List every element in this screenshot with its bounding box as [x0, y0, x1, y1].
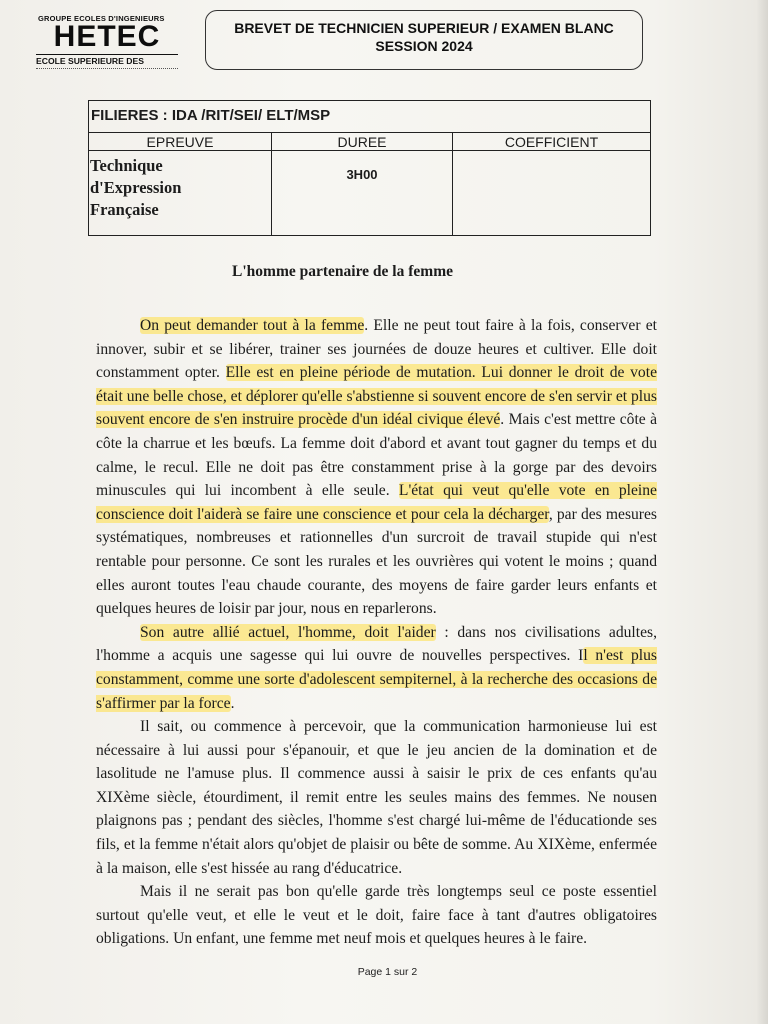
page-edge-shadow: [756, 0, 768, 1024]
logo-school-line: ECOLE SUPERIEURE DES: [36, 54, 178, 66]
logo-divider: [36, 68, 178, 72]
subject-line: d'Expression: [90, 178, 182, 197]
text-title: L'homme partenaire de la femme: [232, 263, 453, 280]
page-number: Page 1 sur 2: [357, 966, 418, 978]
logo-brand: HETEC: [53, 20, 161, 53]
highlighted-text: Elle est en pleine période de mutation. Lui donner le droit de vote était une belle chose, et déplorer qu'elle s'abstienne si souvent encore de s'en servir et plus souvent encore de s'en instruire procède d'un idéal civique élevé: [96, 364, 657, 429]
coefficient-header: COEFFICIENT: [452, 133, 650, 151]
subject-line: Technique: [90, 156, 163, 175]
subject-line: Française: [90, 200, 159, 219]
school-logo: [36, 14, 178, 74]
paragraph-text: . Elle ne peut tout faire à la fois, conserver et innover, subir et se libérer, trainer ses journées de douze heures et cultiver. Elle doit constamment opter.: [96, 317, 657, 382]
subject-cell: [89, 151, 271, 235]
paragraph-2: [96, 621, 657, 715]
coefficient-cell: [452, 151, 650, 235]
paragraph-4: Mais il ne serait pas bon qu'elle garde très longtemps seul ce poste essentiel surtout qu'elle veut, et elle le veut et le doit, faire face à tant d'autres obligatoires obligations. Un enfant, une femme met neuf mois et quelques heures à le faire.: [96, 883, 657, 948]
paragraph-text: . Mais c'est mettre côte à côte la charrue et les bœufs. La femme doit d'abord et avant tout gagner du temps et du calme, le recul. Elle ne doit pas être constamment prise à la gorge par des devoirs minuscules qui lui incombent à elle seule.: [96, 411, 657, 500]
filieres-row: FILIERES : IDA /RIT/SEI/ ELT/MSP: [89, 101, 650, 133]
highlighted-text: On peut demander tout à la femme: [140, 317, 365, 334]
exam-session: SESSION 2024: [375, 38, 473, 54]
epreuve-header: EPREUVE: [89, 133, 271, 151]
exam-header-box: [205, 10, 643, 70]
highlighted-text: l n'est plus constamment, comme une sorte d'adolescent sempiternel, à la recherche des occasions de s'affirmer par la force: [96, 647, 657, 712]
exam-header-title: BREVET DE TECHNICIEN SUPERIEUR / EXAMEN BLANC: [234, 20, 614, 36]
exam-info-table: [88, 100, 651, 236]
duration-cell: 3H00: [271, 151, 452, 235]
paragraph-3: Il sait, ou commence à percevoir, que la communication harmonieuse lui est nécessaire à lui aussi pour s'épanouir, et que le jeu ancien de la domination et de lasolitude ne l'amuse plus. Il commence aussi à saisir le prix de ces enfants qu'au XIXème siècle, étourdiment, il remit entre les seules mains des femmes. Ne nousen plaignons pas ; pendant des siècles, l'homme s'est chargé lui-même de l'éducationde ses fils, et la femme n'était alors qu'objet de plaisir ou bête de somme. Au XIXème, enfermée à la maison, elle s'est hissée au rang d'éducatrice.: [96, 718, 657, 877]
text-body: [96, 314, 657, 951]
highlighted-text: L'état qui veut qu'elle vote en pleine conscience doit l'aiderà se faire une conscience et pour cela la décharger: [96, 482, 657, 523]
paragraph-text: : dans nos civilisations adultes, l'homme a acquis une sagesse qui lui ouvre de nouvelles perspectives. I: [96, 623, 657, 665]
paragraph-text: , par des mesures systématiques, nombreuses et rationnelles d'un surcroit de travail stupide qui n'est rentable pour personne. Ce sont les rurales et les ouvrières qui votent le moins ; quand elles auront toutes l'eau chaude courante, des moyens de faire garder leurs enfants et quelques heures de loisir par jour, nous en reparlerons.: [96, 505, 657, 618]
paragraph-1: [96, 314, 657, 621]
paragraph-text: .: [230, 694, 235, 712]
duree-header: DUREE: [271, 133, 452, 151]
highlighted-text: Son autre allié actuel, l'homme, doit l'aider: [140, 623, 436, 641]
logo-group-line: GROUPE ECOLES D'INGENIEURS: [38, 14, 165, 23]
